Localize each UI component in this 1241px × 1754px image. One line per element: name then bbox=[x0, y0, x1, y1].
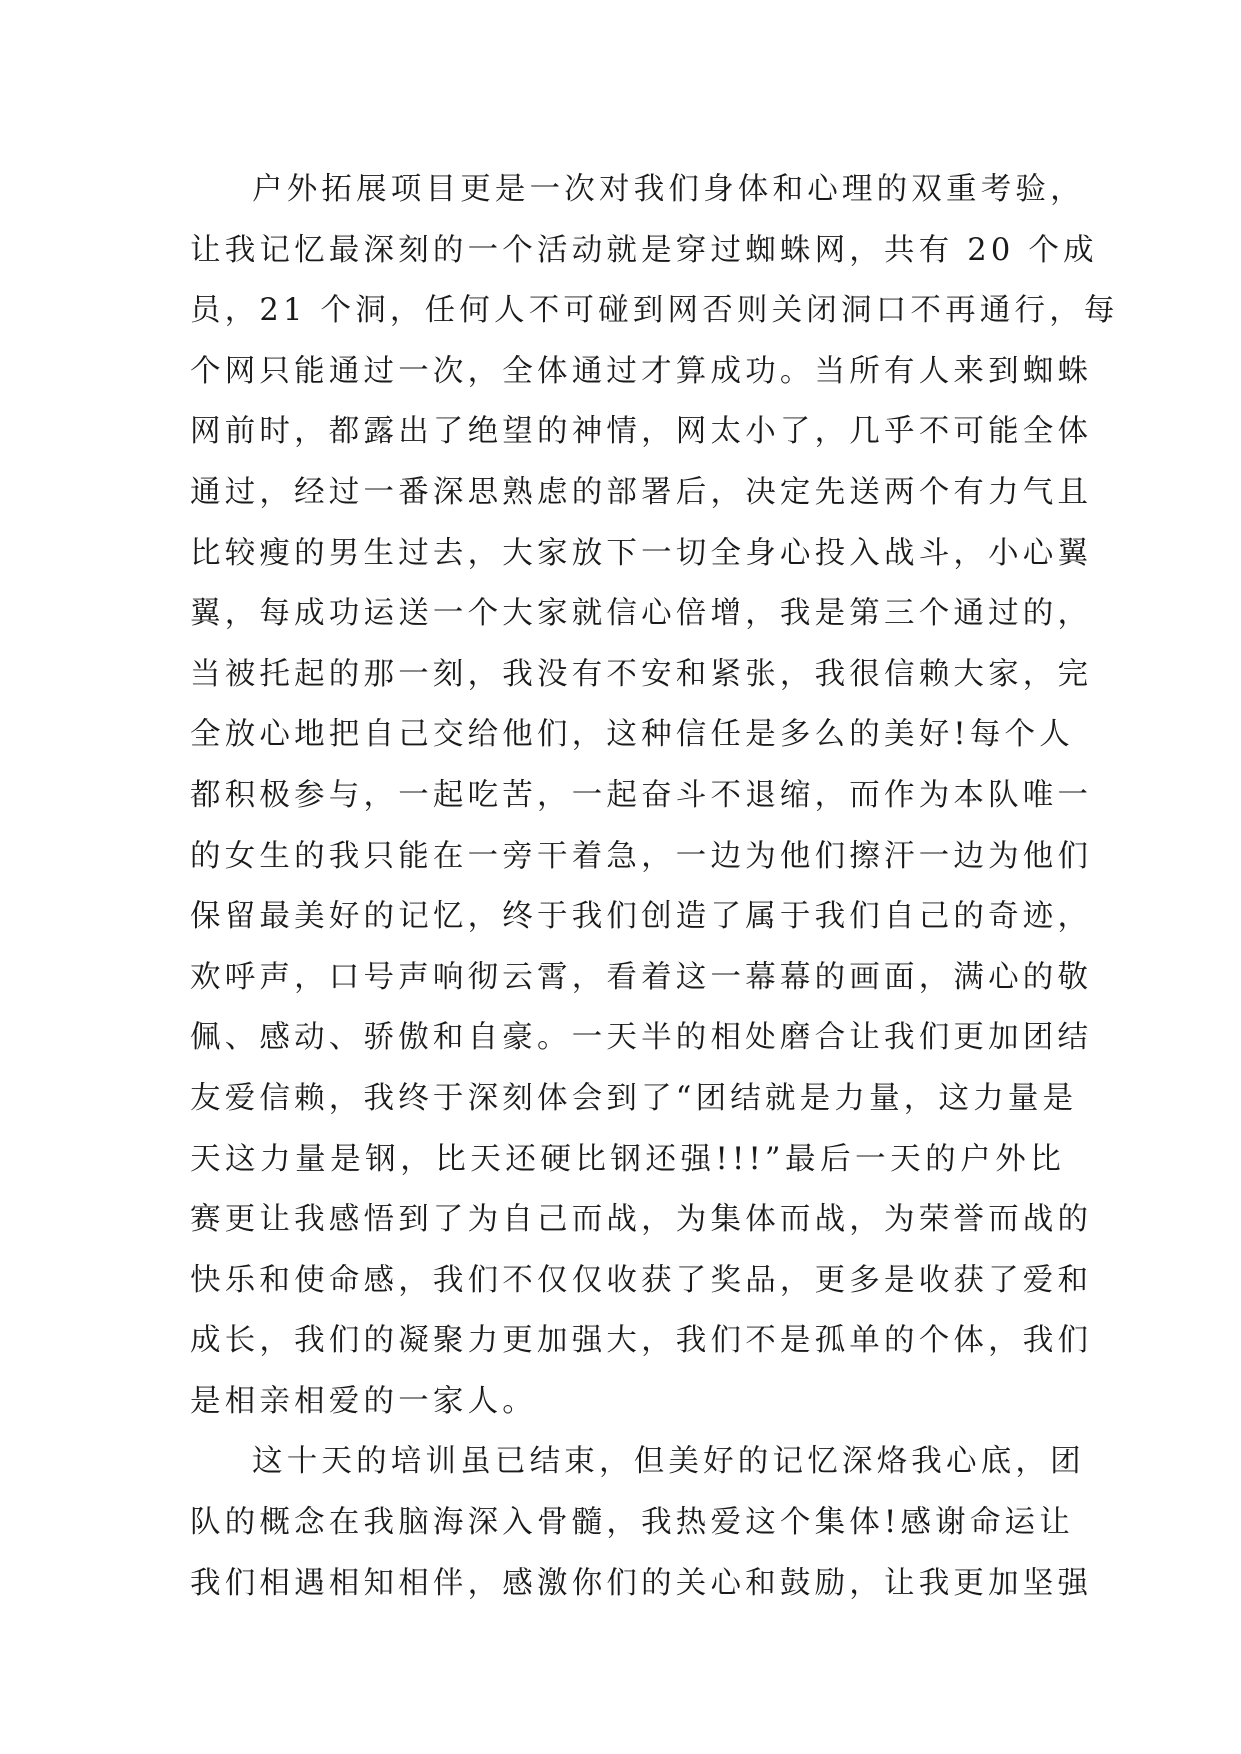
paragraph-line: 队的概念在我脑海深入骨髓，我热爱这个集体!感谢命运让 bbox=[190, 1505, 1074, 1541]
paragraph-line: 我们相遇相知相伴，感激你们的关心和鼓励，让我更加坚强 bbox=[190, 1565, 1093, 1601]
paragraph-line: 天这力量是钢，比天还硬比钢还强!!!”最后一天的户外比 bbox=[190, 1141, 1065, 1177]
paragraph-line: 网前时，都露出了绝望的神情，网太小了，几乎不可能全体 bbox=[190, 414, 1093, 450]
paragraph-line: 的女生的我只能在一旁干着急，一边为他们擦汗一边为他们 bbox=[190, 838, 1093, 874]
paragraph-line: 佩、感动、骄傲和自豪。一天半的相处磨合让我们更加团结 bbox=[190, 1020, 1093, 1056]
paragraph-line: 友爱信赖，我终于深刻体会到了“团结就是力量，这力量是 bbox=[190, 1080, 1078, 1116]
paragraph-line: 个网只能通过一次，全体通过才算成功。当所有人来到蜘蛛 bbox=[190, 353, 1093, 389]
paragraph-line: 赛更让我感悟到了为自己而战，为集体而战，为荣誉而战的 bbox=[190, 1202, 1093, 1238]
document-body bbox=[190, 160, 1119, 1614]
paragraph-line: 当被托起的那一刻，我没有不安和紧张，我很信赖大家，完 bbox=[190, 656, 1093, 692]
paragraph-line: 让我记忆最深刻的一个活动就是穿过蜘蛛网，共有 20 个成 bbox=[190, 232, 1098, 268]
paragraph-line: 户外拓展项目更是一次对我们身体和心理的双重考验， bbox=[252, 172, 1085, 207]
paragraph-line: 快乐和使命感，我们不仅仅收获了奖品，更多是收获了爱和 bbox=[190, 1262, 1093, 1298]
paragraph-line: 员，21 个洞，任何人不可碰到网否则关闭洞口不再通行，每 bbox=[190, 293, 1119, 329]
paragraph-line: 是相亲相爱的一家人。 bbox=[190, 1383, 537, 1419]
paragraph-line: 比较瘦的男生过去，大家放下一切全身心投入战斗，小心翼 bbox=[190, 535, 1093, 571]
paragraph-line: 这十天的培训虽已结束，但美好的记忆深烙我心底，团 bbox=[252, 1444, 1085, 1480]
paragraph-training-summary bbox=[190, 1432, 1093, 1614]
paragraph-line: 全放心地把自己交给他们，这种信任是多么的美好!每个人 bbox=[190, 717, 1074, 753]
paragraph-line: 都积极参与，一起吃苦，一起奋斗不退缩，而作为本队唯一 bbox=[190, 777, 1093, 813]
paragraph-outdoor-expansion bbox=[190, 160, 1119, 1432]
paragraph-line: 通过，经过一番深思熟虑的部署后，决定先送两个有力气且 bbox=[190, 474, 1093, 510]
paragraph-line: 翼，每成功运送一个大家就信心倍增，我是第三个通过的， bbox=[190, 596, 1093, 632]
paragraph-line: 保留最美好的记忆，终于我们创造了属于我们自己的奇迹， bbox=[190, 899, 1093, 935]
paragraph-line: 成长，我们的凝聚力更加强大，我们不是孤单的个体，我们 bbox=[190, 1323, 1093, 1359]
paragraph-line: 欢呼声，口号声响彻云霄，看着这一幕幕的画面，满心的敬 bbox=[190, 959, 1093, 995]
